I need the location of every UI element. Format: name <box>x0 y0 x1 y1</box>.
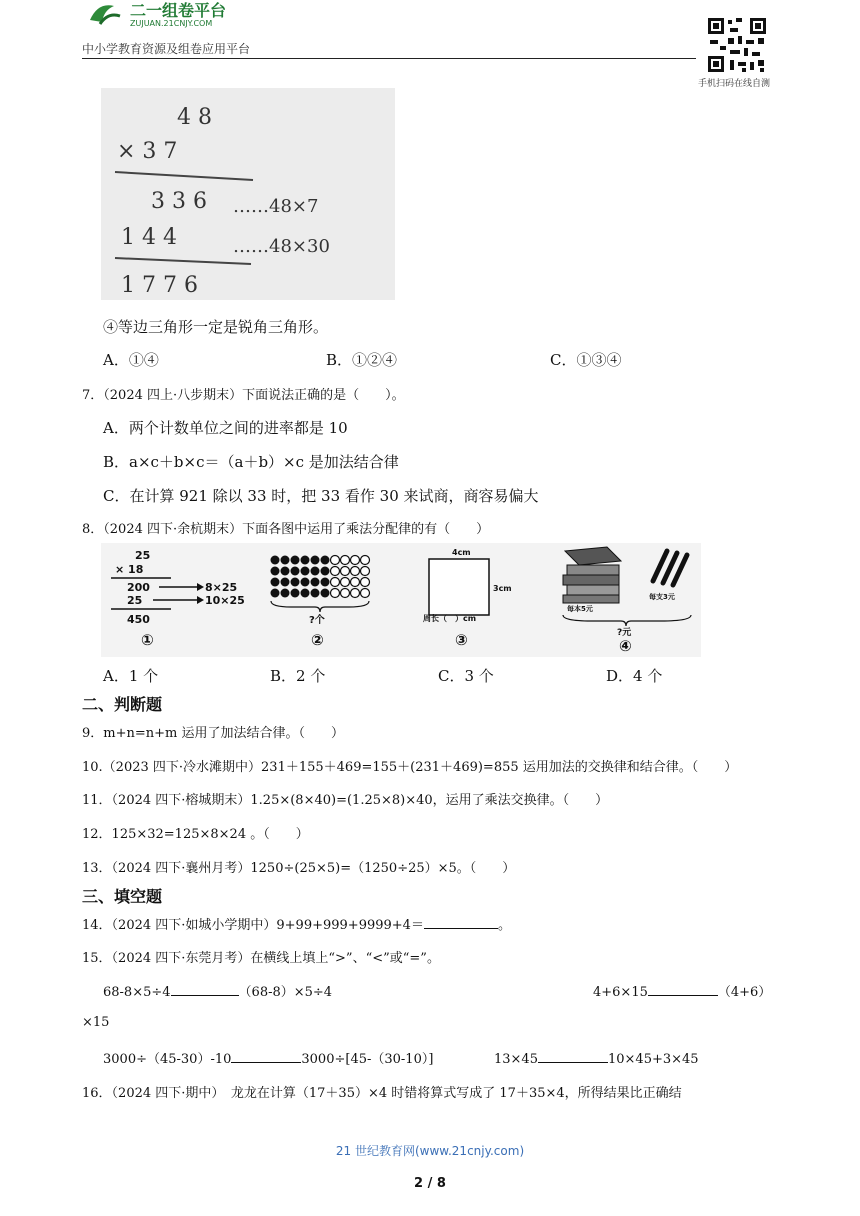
q15-c-left: 3000÷（45-30）-10 <box>103 1052 232 1067</box>
fig1-number: ① <box>141 631 154 649</box>
q6-option-c[interactable]: C．①③④ <box>550 351 622 369</box>
fig3-number: ③ <box>455 631 468 649</box>
q8-stem: 8．（2024 四下·余杭期末）下面各图中运用了乘法分配律的有（ ） <box>82 522 490 537</box>
qr-caption: 手机扫码在线自测 <box>698 79 771 89</box>
fig4-number: ④ <box>619 637 632 655</box>
q15-stem: 15．（2024 四下·东莞月考）在横线上填上“>”、“<”或“=”。 <box>82 951 440 966</box>
q7-option-b[interactable]: B．a×c＋b×c＝（a＋b）×c 是加法结合律 <box>103 453 399 471</box>
q15-c-blank[interactable] <box>231 1048 301 1063</box>
qr-code-icon <box>706 16 768 74</box>
q8-option-b[interactable]: B．2 个 <box>270 667 326 685</box>
fig3-rectangle <box>429 559 489 615</box>
q8-option-a[interactable]: A．1 个 <box>103 667 159 685</box>
q15-c-right: 3000÷[45-（30-10）] <box>301 1052 434 1067</box>
fig1-arrow-1: 8×25 <box>205 581 238 594</box>
q14-end: 。 <box>497 918 511 933</box>
q6-statement-4: ④等边三角形一定是锐角三角形。 <box>103 318 329 336</box>
q15-row-1a <box>103 981 332 1000</box>
fig4-left-label: 每本5元 <box>567 605 593 613</box>
fig2-number: ② <box>311 631 324 649</box>
q15-row-2a <box>103 1048 433 1067</box>
q15-row-2b <box>494 1048 699 1067</box>
q15-b-right: （4+6） <box>717 985 772 1000</box>
q6-option-a[interactable]: A．①④ <box>103 351 159 369</box>
logo-text: 二一组卷平台 <box>130 1 227 20</box>
photo-note-1: ……48×7 <box>233 196 319 217</box>
photo-row-1: 4 8 <box>177 105 212 130</box>
footer-link[interactable]: 21 世纪教育网(www.21cnjy.com) <box>335 1144 525 1158</box>
q15-a-blank[interactable] <box>171 981 239 996</box>
photo-row-2: × 3 7 <box>117 139 178 164</box>
fig3-side-label: 3cm <box>493 584 512 593</box>
q8-figures <box>101 543 701 657</box>
q8-option-c[interactable]: C．3 个 <box>438 667 494 685</box>
fig2-dot-grid <box>271 556 370 598</box>
section-3-title: 三、填空题 <box>82 887 163 906</box>
photo-note-2: ……48×30 <box>233 236 330 257</box>
q15-d-blank[interactable] <box>538 1048 608 1063</box>
q11: 11．（2024 四下·榕城期末）1.25×(8×40)=(1.25×8)×40，运用了乘法交换律。（ ） <box>82 793 609 808</box>
q7-option-a[interactable]: A．两个计数单位之间的进率都是 10 <box>103 419 348 437</box>
q13: 13．（2024 四下·襄州月考）1250÷(25×5)=（1250÷25）×5。（ ） <box>82 861 516 876</box>
q9: 9．m+n=n+m 运用了加法结合律。（ ） <box>82 726 344 741</box>
multiplication-photo <box>101 88 395 300</box>
q15-row-1b <box>593 981 771 1000</box>
q16: 16．（2024 四下·期中） 龙龙在计算（17＋35）×4 时错将算式写成了 17＋35×4，所得结果比正确结 <box>82 1086 682 1101</box>
q14-answer-blank[interactable] <box>424 914 498 929</box>
q15-b-blank[interactable] <box>648 981 718 996</box>
fig4-caption: ?元 <box>617 628 632 638</box>
q15-a-left: 68-8×5÷4 <box>103 985 171 1000</box>
header-subtitle: 中小学教育资源及组卷应用平台 <box>82 42 251 56</box>
fig1-row-2: × 18 <box>115 563 144 576</box>
photo-row-4: 1 4 4 <box>121 225 177 250</box>
q7-option-c[interactable]: C．在计算 921 除以 33 时，把 33 看作 30 来试商，商容易偏大 <box>103 487 539 505</box>
page-number: 2 / 8 <box>414 1176 446 1191</box>
q7-stem: 7．（2024 四上·八步期末）下面说法正确的是（ ）。 <box>82 388 405 403</box>
fig3-top-label: 4cm <box>452 548 471 557</box>
fig4-right-label: 每支3元 <box>649 593 675 601</box>
fig3-caption: 周长（ ）cm <box>423 614 477 623</box>
q15-b-tail: ×15 <box>82 1015 110 1030</box>
fig4-books-icon <box>563 547 621 603</box>
q14 <box>82 914 511 933</box>
fig1-row-4: 25 <box>127 594 143 607</box>
fig1-arrow-2: 10×25 <box>205 594 245 607</box>
section-2-title: 二、判断题 <box>82 695 163 714</box>
fig1-row-1: 25 <box>135 549 151 562</box>
site-logo <box>84 0 274 28</box>
fig2-caption: ?个 <box>309 615 325 626</box>
q15-a-right: （68-8）×5÷4 <box>238 985 333 1000</box>
q10: 10.（2023 四下·冷水滩期中）231＋155＋469=155＋(231＋469)=855 运用加法的交换律和结合律。（ ） <box>82 760 738 775</box>
q15-d-right: 10×45+3×45 <box>607 1052 699 1067</box>
photo-row-3: 3 3 6 <box>151 189 207 214</box>
q8-option-d[interactable]: D．4 个 <box>606 667 663 685</box>
fig1-row-5: 450 <box>127 613 150 626</box>
logo-url: ZUJUAN.21CNJY.COM <box>130 19 213 28</box>
fig4-pens-icon <box>653 551 687 585</box>
q6-option-b[interactable]: B．①②④ <box>326 351 398 369</box>
photo-row-5: 1 7 7 6 <box>121 273 198 298</box>
q12: 12．125×32=125×8×24 。（ ） <box>82 827 309 842</box>
q14-text: 14．（2024 四下·如城小学期中）9+99+999+9999+4＝ <box>82 918 424 933</box>
fig1-row-3: 200 <box>127 581 150 594</box>
q15-b-left: 4+6×15 <box>593 985 648 1000</box>
q15-d-left: 13×45 <box>494 1052 538 1067</box>
header-divider <box>82 58 696 59</box>
